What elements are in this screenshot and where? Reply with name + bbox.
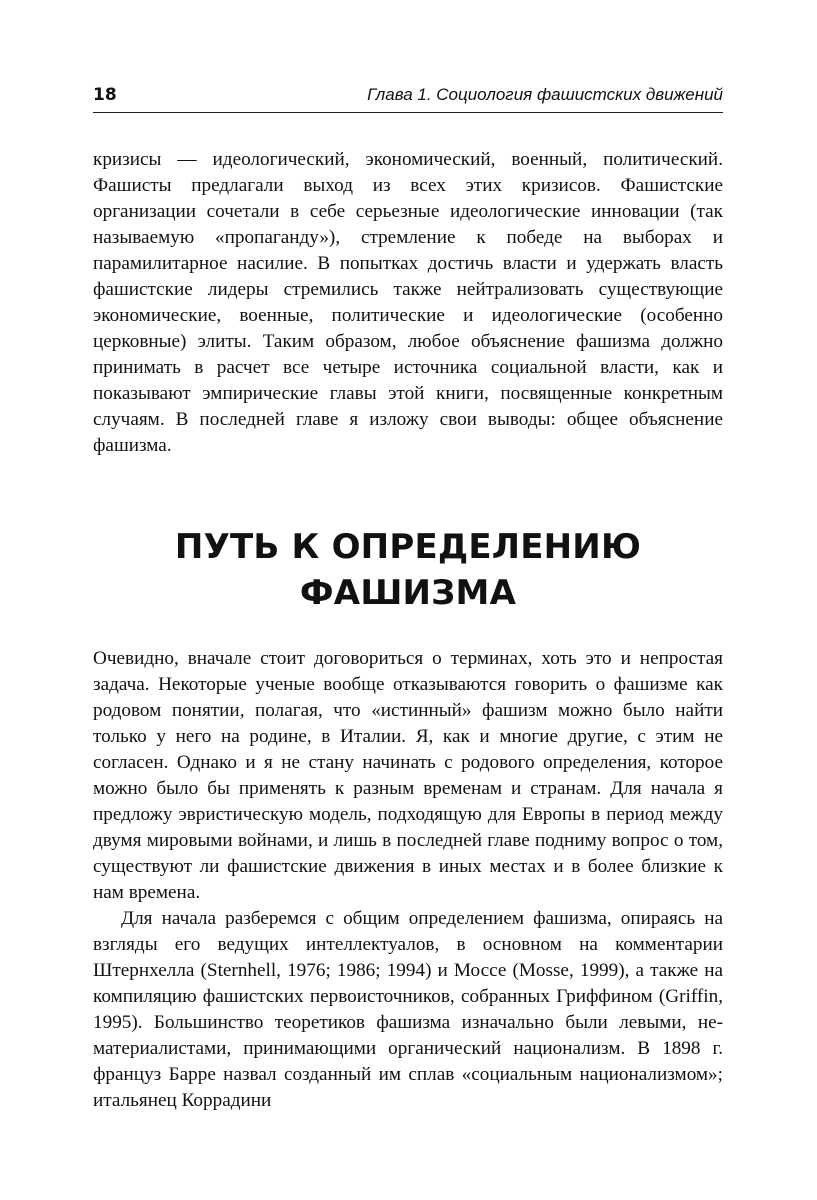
body-text-top [93, 147, 723, 459]
section-heading [93, 524, 723, 616]
section-heading-line: ФАШИЗМА [299, 573, 517, 613]
running-head: Глава 1. Социология фашистских движений [367, 85, 723, 104]
body-text-section [93, 646, 723, 1114]
paragraph: Очевидно, вначале стоит договориться о терминах, хоть это и непростая задача. Некоторые ученые вообще отказываются говорить о фашизме как родовом понятии, полагая, что «истинный» фашизм можно было найти только у него на родине, в Италии. Я, как и многие другие, с этим не согласен. Однако и я не стану начинать с родового определения, которое можно было бы применять к разным временам и странам. Для начала я предложу эвристическую модель, подходящую для Европы в период между двумя мировыми войнами, и лишь в последней главе подниму вопрос о том, существуют ли фашистские движения в иных местах и в более близкие к нам времена. [93, 648, 723, 903]
paragraph: Для начала разберемся с общим определением фашизма, опираясь на взгляды его ведущих интеллектуалов, в основном на комментарии Штернхелла (Sternhell, 1976; 1986; 1994) и Моссе (Mosse, 1999), а также на компиляцию фашистских первоисточников, собранных Гриффином (Griffin, 1995). Большинство теоретиков фашизма изначально были левыми, не-материалистами, принимающими органический национализм. В 1898 г. француз Барре назвал созданный им сплав «социальным национализмом»; итальянец Коррадини [93, 908, 723, 1111]
page-number: 18 [93, 85, 117, 105]
paragraph: кризисы — идеологический, экономический, военный, политический. Фашисты предлагали выход из всех этих кризисов. Фашистские организации сочетали в себе серьезные идеологические инновации (так называемую «пропаганду»), стремление к победе на выборах и парамилитарное насилие. В попытках достичь власти и удержать власть фашистские лидеры стремились также нейтрализовать существующие экономические, военные, политические и идеологические (особенно церковные) элиты. Таким образом, любое объяснение фашизма должно принимать в расчет все четыре источника социальной власти, как и показывают эмпирические главы этой книги, посвященные конкретным случаям. В последней главе я изложу свои выводы: общее объяснение фашизма. [93, 149, 723, 456]
page-header [93, 84, 723, 113]
section-heading-line: ПУТЬ К ОПРЕДЕЛЕНИЮ [174, 527, 642, 567]
